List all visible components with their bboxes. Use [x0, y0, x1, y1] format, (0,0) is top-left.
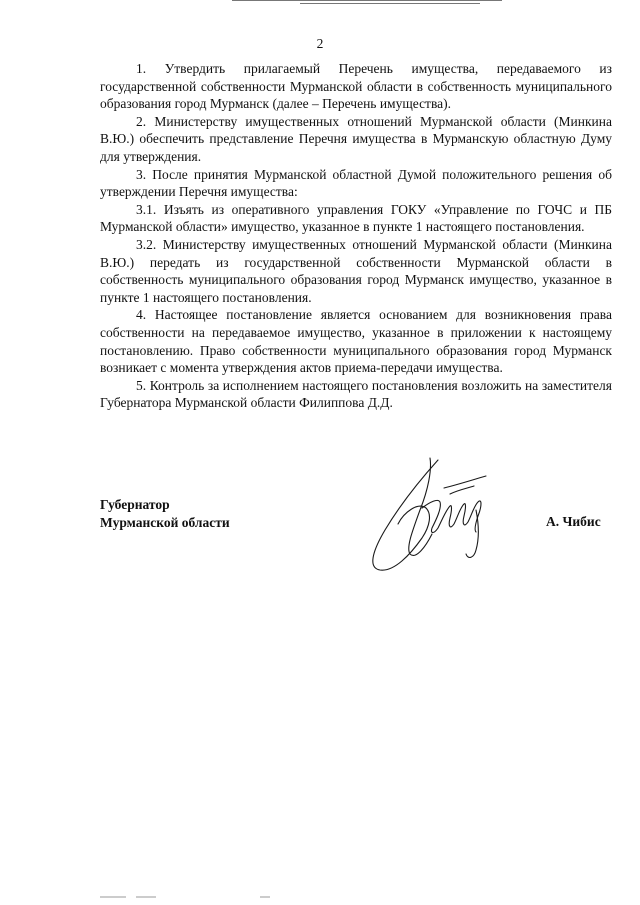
signatory-position-line2: Мурманской области [100, 514, 230, 530]
paragraph-3: 3. После принятия Мурманской областной Думой положительного решения об утверждении Перечня имущества: [100, 166, 612, 200]
signatory-name: А. Чибис [546, 514, 601, 529]
paragraph-3-2: 3.2. Министерству имущественных отношений Мурманской области (Минкина В.Ю.) передать из государственной собственности Мурманской области в собственность муниципального образования город Мурманск имущество, указанное в пункте 1 настоящего постановления. [100, 236, 612, 305]
top-rule [232, 0, 502, 1]
paragraph-4: 4. Настоящее постановление является основанием для возникновения права собственности на передаваемое имущество, указанное в приложении к настоящему постановлению. Право собственности муниципального образования город Мурманск возникает с момента утверждения актов приема-передачи имущества. [100, 307, 612, 376]
paragraph-3-1: 3.1. Изъять из оперативного управления ГОКУ «Управление по ГОЧС и ПБ Мурманской области» имущество, указанное в пункте 1 настоящего постановления. [100, 201, 612, 235]
bottom-marks [100, 893, 280, 902]
signatory-position [100, 496, 230, 531]
top-rule-secondary [300, 3, 480, 4]
paragraph-2: 2. Министерству имущественных отношений Мурманской области (Минкина В.Ю.) обеспечить представление Перечня имущества в Мурманскую областную Думу для утверждения. [100, 113, 612, 164]
handwritten-signature [360, 450, 520, 580]
page-number: 2 [316, 36, 324, 51]
paragraph-5: 5. Контроль за исполнением настоящего постановления возложить на заместителя Губернатора Мурманской области Филиппова Д.Д. [100, 377, 612, 411]
bottom-rule [100, 894, 280, 900]
body-text [100, 60, 612, 412]
paragraph-1: 1. Утвердить прилагаемый Перечень имущества, передаваемого из государственной собственности Мурманской области в собственность муниципального образования город Мурманск (далее – Перечень имущества). [100, 61, 612, 112]
signatory-position-line1: Губернатор [100, 497, 170, 512]
